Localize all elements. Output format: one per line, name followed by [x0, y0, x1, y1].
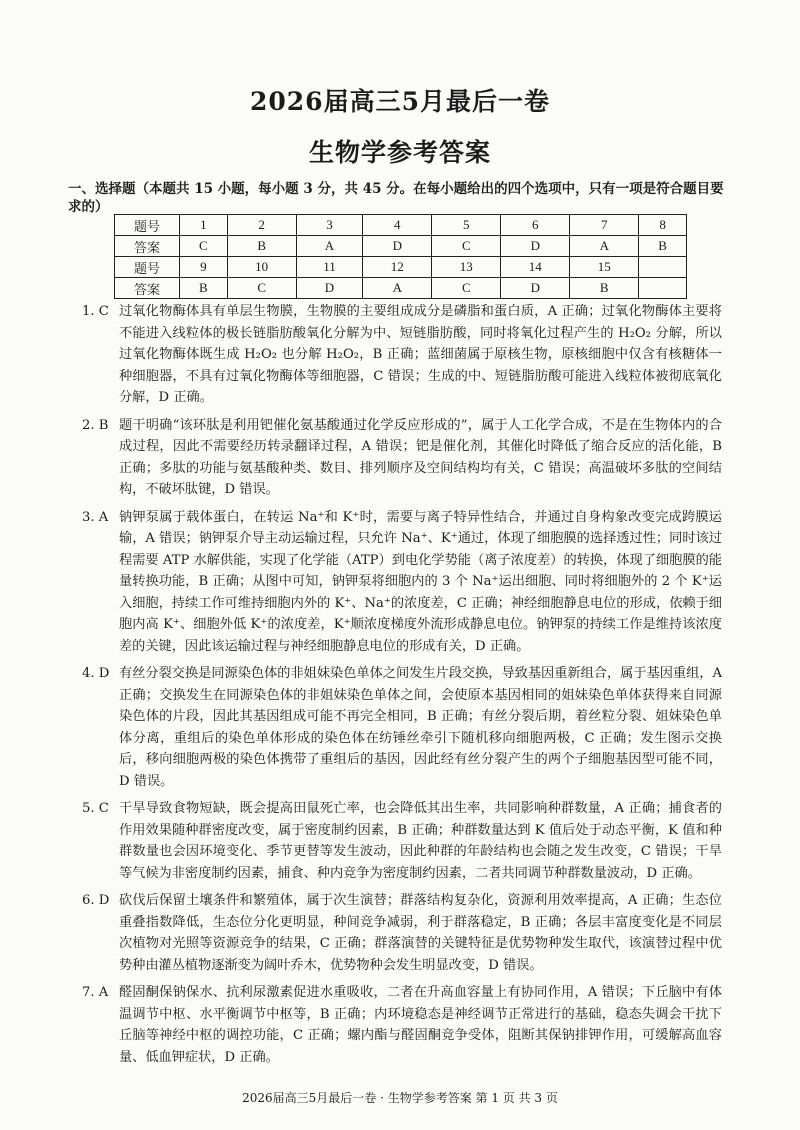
table-cell: 10 [227, 257, 296, 278]
table-cell: C [432, 278, 501, 299]
item-number: 2. B [82, 417, 109, 433]
explanation-item-5 [82, 798, 722, 884]
explanation-item-7 [82, 982, 722, 1068]
table-cell: B [570, 278, 639, 299]
explanation-item-3 [82, 507, 722, 658]
table-cell: A [363, 278, 432, 299]
page-footer: 2026届高三5月最后一卷 · 生物学参考答案 第 1 页 共 3 页 [242, 1091, 558, 1105]
item-text: 醛固酮保钠保水、抗利尿激素促进水重吸收，二者在升高血容量上有协同作用，A 错误；下丘脑中有体温调节中枢、水平衡调节中枢等，B 正确；内环境稳态是神经调节正常进行的基础，稳态失调会干扰下丘脑等神经中枢的调控功能，C 正确；螺内酯与醛固酮竞争受体，阻断其保钠排钾作用，可缓解高血容量、低血钾症状，D 正确。 [119, 985, 722, 1065]
item-number: 6. D [82, 893, 110, 908]
table-cell: B [639, 236, 687, 257]
table-row [115, 257, 687, 278]
table-cell: C [180, 236, 228, 257]
table-cell: 9 [180, 257, 228, 278]
table-cell: 5 [432, 215, 501, 236]
table-cell: 题号 [115, 257, 180, 278]
table-cell: C [227, 278, 296, 299]
table-cell: D [501, 236, 570, 257]
table-cell: 答案 [115, 236, 180, 257]
table-cell: 答案 [115, 278, 180, 299]
table-cell: A [570, 236, 639, 257]
table-cell: 13 [432, 257, 501, 278]
item-text: 干旱导致食物短缺，既会提高田鼠死亡率，也会降低其出生率，共同影响种群数量，A 正确；捕食者的作用效果随种群密度改变，属于密度制约因素，B 正确；种群数量达到 K 值后处于动态平衡，K 值和种群数量也会因环境变化、季节更替等发生波动，因此种群的年龄结构也会随之发生改变，C 错误；干旱等气候为非密度制约因素，捕食、种内竞争为密度制约因素，二者共同调节种群数量波动，D 正确。 [119, 801, 722, 881]
document-title: 2026届高三5月最后一卷 [250, 87, 550, 116]
answer-table [114, 214, 687, 299]
table-cell: 15 [570, 257, 639, 278]
table-cell: D [501, 278, 570, 299]
explanation-item-6 [82, 890, 722, 976]
table-row [115, 236, 687, 257]
explanation-item-4 [82, 663, 722, 792]
table-cell: 6 [501, 215, 570, 236]
table-cell: 14 [501, 257, 570, 278]
explanation-list [82, 301, 722, 1074]
section-heading: 一、选择题（本题共 15 小题，每小题 3 分，共 45 分。在每小题给出的四个选项中，只有一项是符合题目要求的） [68, 181, 724, 215]
item-number: 5. C [82, 801, 109, 816]
table-cell [639, 257, 687, 278]
table-cell: B [180, 278, 228, 299]
table-cell [639, 278, 687, 299]
table-cell: A [296, 236, 363, 257]
item-text: 题干明确“该环肽是利用钯催化氨基酸通过化学反应形成的”，属于人工化学合成，不是在生物体内的合成过程，因此不需要经历转录翻译过程，A 错误；钯是催化剂，其催化时降低了缩合反应的活化能，B 正确；多肽的功能与氨基酸种类、数目、排列顺序及空间结构均有关，C 错误；高温破坏多肽的空间结构，不破坏肽键，D 错误。 [119, 417, 722, 497]
document-subtitle: 生物学参考答案 [308, 138, 491, 167]
table-cell: 8 [639, 215, 687, 236]
table-row [115, 215, 687, 236]
table-cell: D [296, 278, 363, 299]
table-cell: 7 [570, 215, 639, 236]
table-cell: 11 [296, 257, 363, 278]
table-cell: B [227, 236, 296, 257]
table-cell: 题号 [115, 215, 180, 236]
explanation-item-1 [82, 301, 722, 409]
explanation-item-2 [82, 415, 722, 501]
table-cell: D [363, 236, 432, 257]
table-row [115, 278, 687, 299]
item-text: 钠钾泵属于载体蛋白，在转运 Na⁺和 K⁺时，需要与离子特异性结合，并通过自身构象改变完成跨膜运输，A 错误；钠钾泵介导主动运输过程，只允许 Na⁺、K⁺通过，体现了细胞膜的选择透过性；同时该过程需要 ATP 水解供能，实现了化学能（ATP）到电化学势能（离子浓度差）的转换，体现了细胞膜的能量转换功能，B 正确；从图中可知，钠钾泵将细胞内的 3 个 Na⁺运出细胞、同时将细胞外的 2 个 K⁺运入细胞，持续工作可维持细胞内外的 K⁺、Na⁺的浓度差，C 正确；神经细胞静息电位的形成，依赖于细胞内高 K⁺、细胞外低 K⁺的浓度差，K⁺顺浓度梯度外流形成静息电位。钠钾泵的持续工作是维持该浓度差的关键，因此该运输过程与神经细胞静息电位的形成有关，D 正确。 [119, 509, 722, 654]
table-cell: 2 [227, 215, 296, 236]
table-cell: 1 [180, 215, 228, 236]
table-cell: 12 [363, 257, 432, 278]
item-text: 有丝分裂交换是同源染色体的非姐妹染色单体之间发生片段交换，导致基因重新组合，属于基因重组，A 正确；交换发生在同源染色体的非姐妹染色单体之间，会使原本基因相同的姐妹染色单体获得来自同源染色体的片段，因此其基因组成可能不再完全相同，B 正确；有丝分裂后期，着丝粒分裂、姐妹染色单体分离，重组后的染色单体形成的染色体在纺锤丝牵引下随机移向细胞两极，C 正确；发生图示交换后，移向细胞两极的染色体携带了重组后的基因，因此经有丝分裂产生的两个子细胞基因型可能不同，D 错误。 [119, 666, 722, 789]
table-cell: 4 [363, 215, 432, 236]
table-cell: C [432, 236, 501, 257]
item-number: 1. C [82, 304, 109, 319]
item-number: 3. A [82, 509, 109, 525]
item-number: 7. A [82, 985, 109, 1000]
item-text: 砍伐后保留土壤条件和繁殖体，属于次生演替；群落结构复杂化，资源利用效率提高，A 正确；生态位重叠指数降低，生态位分化更明显，种间竞争减弱，利于群落稳定，B 正确；各层丰富度变化是不同层次植物对光照等资源竞争的结果，C 正确；群落演替的关键特征是优势物种发生取代，该演替过程中优势种由灌丛植物逐渐变为阔叶乔木，优势物种会发生明显改变，D 错误。 [119, 893, 722, 973]
table-cell: 3 [296, 215, 363, 236]
item-number: 4. D [82, 666, 110, 681]
item-text: 过氧化物酶体具有单层生物膜，生物膜的主要组成成分是磷脂和蛋白质，A 正确；过氧化物酶体主要将不能进入线粒体的极长链脂肪酸氧化分解为中、短链脂肪酸，同时将氧化过程产生的 H₂O₂ 分解，所以过氧化物酶体既生成 H₂O₂ 也分解 H₂O₂，B 正确；蓝细菌属于原核生物，原核细胞中仅含有核糖体一种细胞器，不具有过氧化物酶体等细胞器，C 错误；生成的中、短链脂肪酸可能进入线粒体被彻底氧化分解，D 正确。 [119, 304, 722, 405]
